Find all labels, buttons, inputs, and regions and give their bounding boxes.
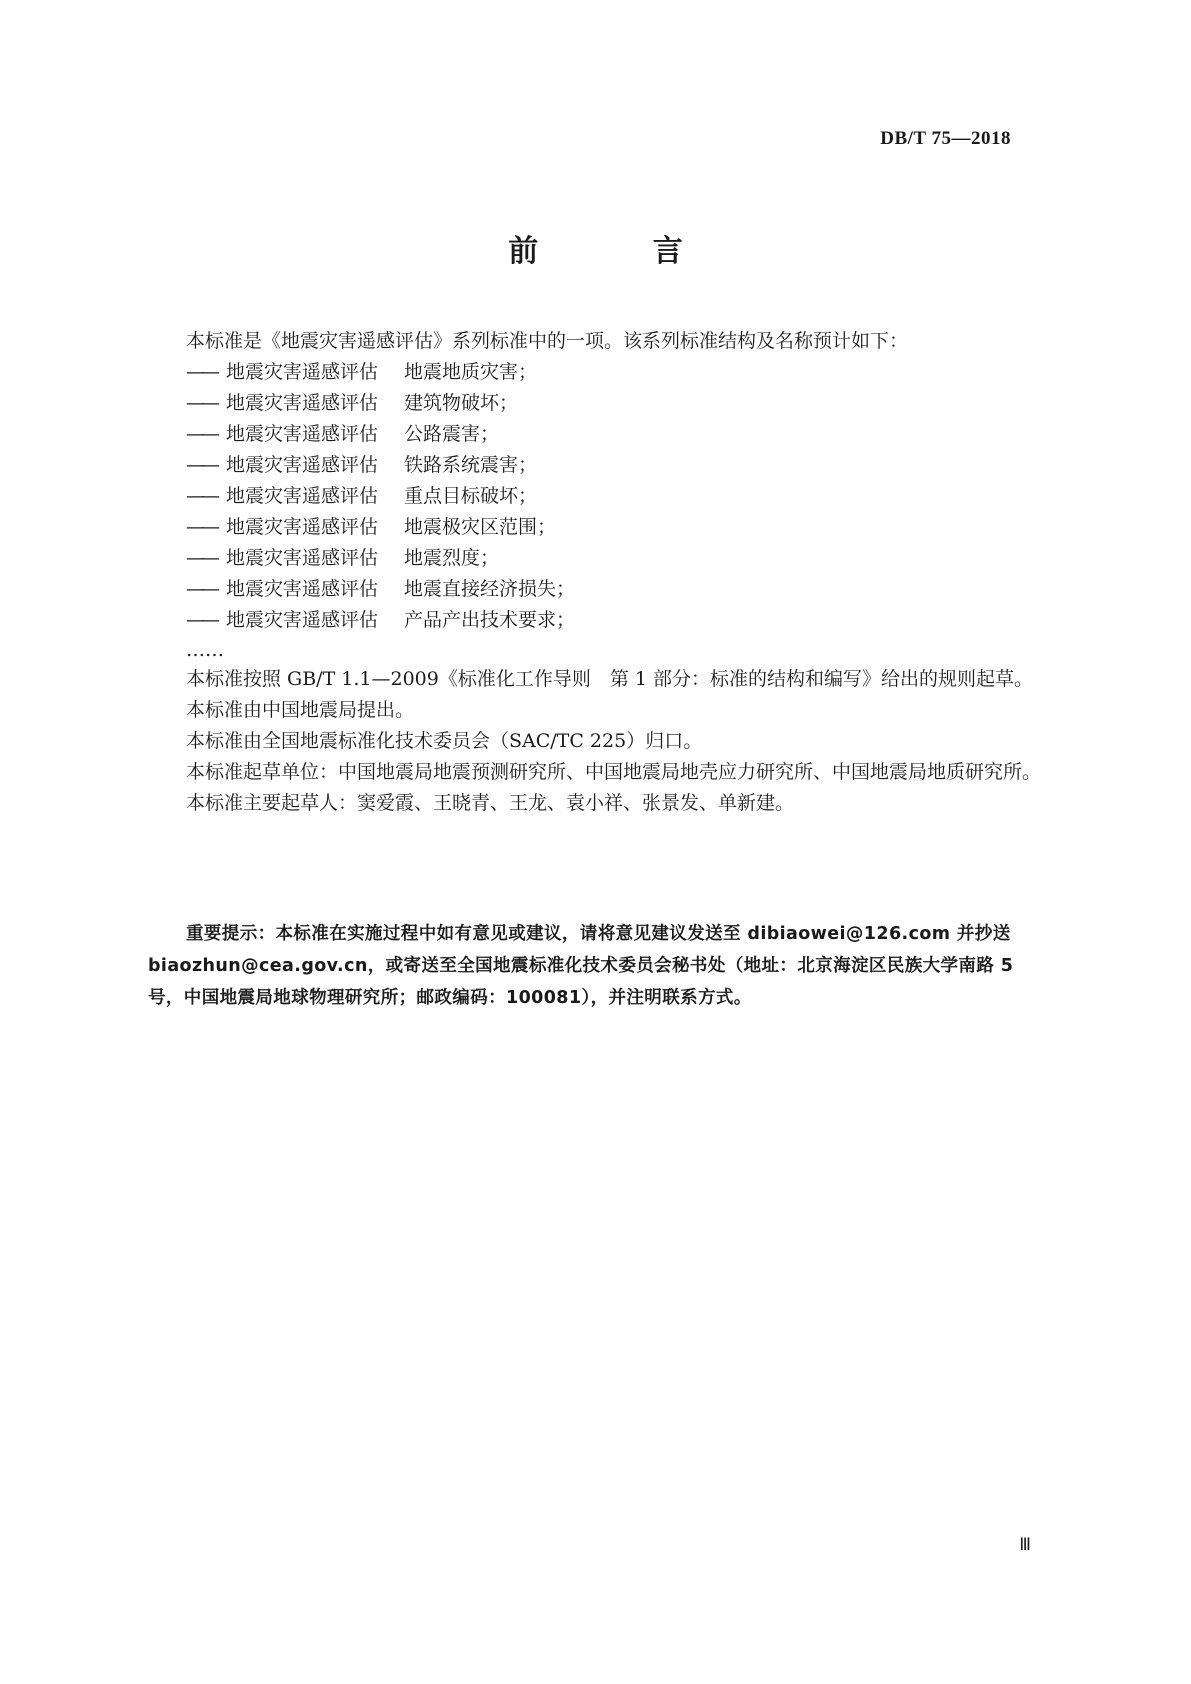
list-item: —— 地震灾害遥感评估 地震极灾区范围； (186, 516, 557, 538)
list-item: —— 地震灾害遥感评估 地震直接经济损失； (186, 578, 576, 600)
page-title: 前 言 (508, 234, 735, 269)
list-item: —— 地震灾害遥感评估 建筑物破坏； (186, 392, 519, 414)
proposer-paragraph: 本标准由中国地震局提出。 (186, 699, 415, 721)
list-item: —— 地震灾害遥感评估 地震地质灾害； (186, 361, 538, 383)
list-ellipsis: …… (186, 639, 224, 661)
list-item: —— 地震灾害遥感评估 重点目标破坏； (186, 485, 538, 507)
list-item: —— 地震灾害遥感评估 公路震害； (186, 423, 500, 445)
standard-code: DB/T 75—2018 (880, 128, 1011, 149)
drafting-units-paragraph: 本标准起草单位：中国地震局地震预测研究所、中国地震局地壳应力研究所、中国地震局地质研究所。 (186, 761, 1042, 783)
list-item: —— 地震灾害遥感评估 铁路系统震害； (186, 454, 538, 476)
drafting-rules-paragraph: 本标准按照 GB/T 1.1—2009《标准化工作导则 第 1 部分：标准的结构和编写》给出的规则起草。 (186, 668, 1034, 690)
series-list (148, 357, 1048, 636)
page-number: Ⅲ (1019, 1535, 1031, 1554)
list-item: —— 地震灾害遥感评估 产品产出技术要求； (186, 609, 576, 631)
important-notice: 重要提示：本标准在实施过程中如有意见或建议，请将意见建议发送至 dibiaowei@126.com 并抄送 biaozhun@cea.gov.cn，或寄送至全国地震标准化技术委员会秘书处（地址：北京海淀区民族大学南路 5 号，中国地震局地球物理研究所；邮政编码：100081），并注明联系方式。 (148, 924, 1014, 1008)
foreword-body (148, 326, 1048, 819)
intro-paragraph: 本标准是《地震灾害遥感评估》系列标准中的一项。该系列标准结构及名称预计如下： (186, 330, 909, 352)
technical-committee-paragraph: 本标准由全国地震标准化技术委员会（SAC/TC 225）归口。 (186, 730, 703, 752)
drafters-paragraph: 本标准主要起草人：窦爱霞、王晓青、王龙、袁小祥、张景发、单新建。 (186, 792, 795, 814)
list-item: —— 地震灾害遥感评估 地震烈度； (186, 547, 500, 569)
